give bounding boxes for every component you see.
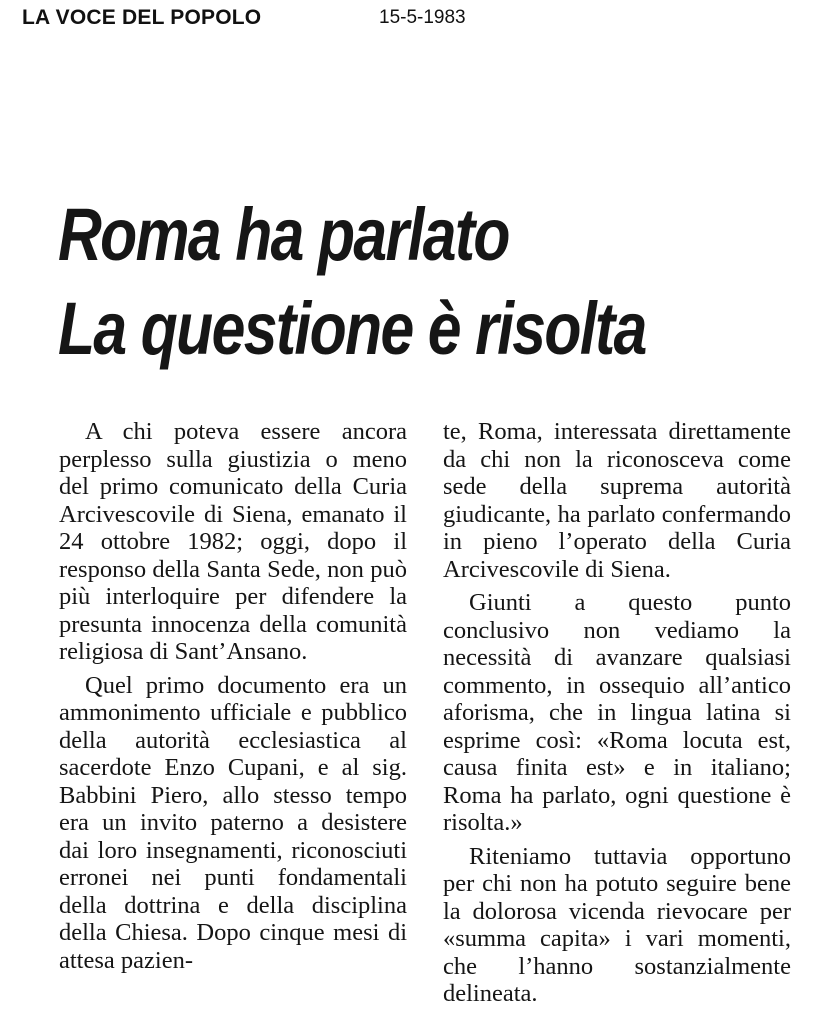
paragraph: te, Roma, interessata direttamente da chi non la riconosceva come sede della suprema autorità giudicante, ha parlato confermando in pieno l’operato della Curia Arcivescovile di Siena. <box>443 418 791 583</box>
paragraph: Riteniamo tuttavia opportuno per chi non ha potuto seguire bene la dolorosa vicenda rievocare per «summa capita» i vari momenti, che l’hanno sostanzialmente delineata. <box>443 842 791 1007</box>
right-column <box>443 418 791 1008</box>
paragraph: Giunti a questo punto conclusivo non vediamo la necessità di avanzare qualsiasi commento, in ossequio all’antico aforisma, che in lingua latina si esprime così: «Roma locuta est, causa finita est» e in italiano; Roma ha parlato, ogni questione è risolta.» <box>443 589 791 836</box>
headline-line-2: La questione è risolta <box>58 287 646 370</box>
clipping-header <box>22 6 822 34</box>
article-headline <box>58 188 681 376</box>
paragraph: A chi poteva essere ancora perplesso sulla giustizia o meno del primo comunicato della Curia Arcivescovile di Siena, emanato il 24 ottobre 1982; oggi, dopo il responso della Santa Sede, non può più interloquire per difendere la presunta innocenza della comunità religiosa di Sant’Ansano. <box>59 418 407 665</box>
article-body <box>59 418 819 1018</box>
paragraph: Quel primo documento era un ammonimento ufficiale e pubblico della autorità ecclesiastica al sacerdote Enzo Cupani, e al sig. Babbini Piero, allo stesso tempo era un invito paterno a desistere dai loro insegnamenti, riconosciuti erronei nei punti fondamentali della dottrina e della disciplina della Chiesa. Dopo cinque mesi di attesa pazien- <box>59 671 407 974</box>
headline-line-1: Roma ha parlato <box>58 193 509 276</box>
left-column <box>59 418 407 974</box>
publication-name: LA VOCE DEL POPOLO <box>22 6 262 29</box>
publication-date: 15-5-1983 <box>379 7 466 28</box>
